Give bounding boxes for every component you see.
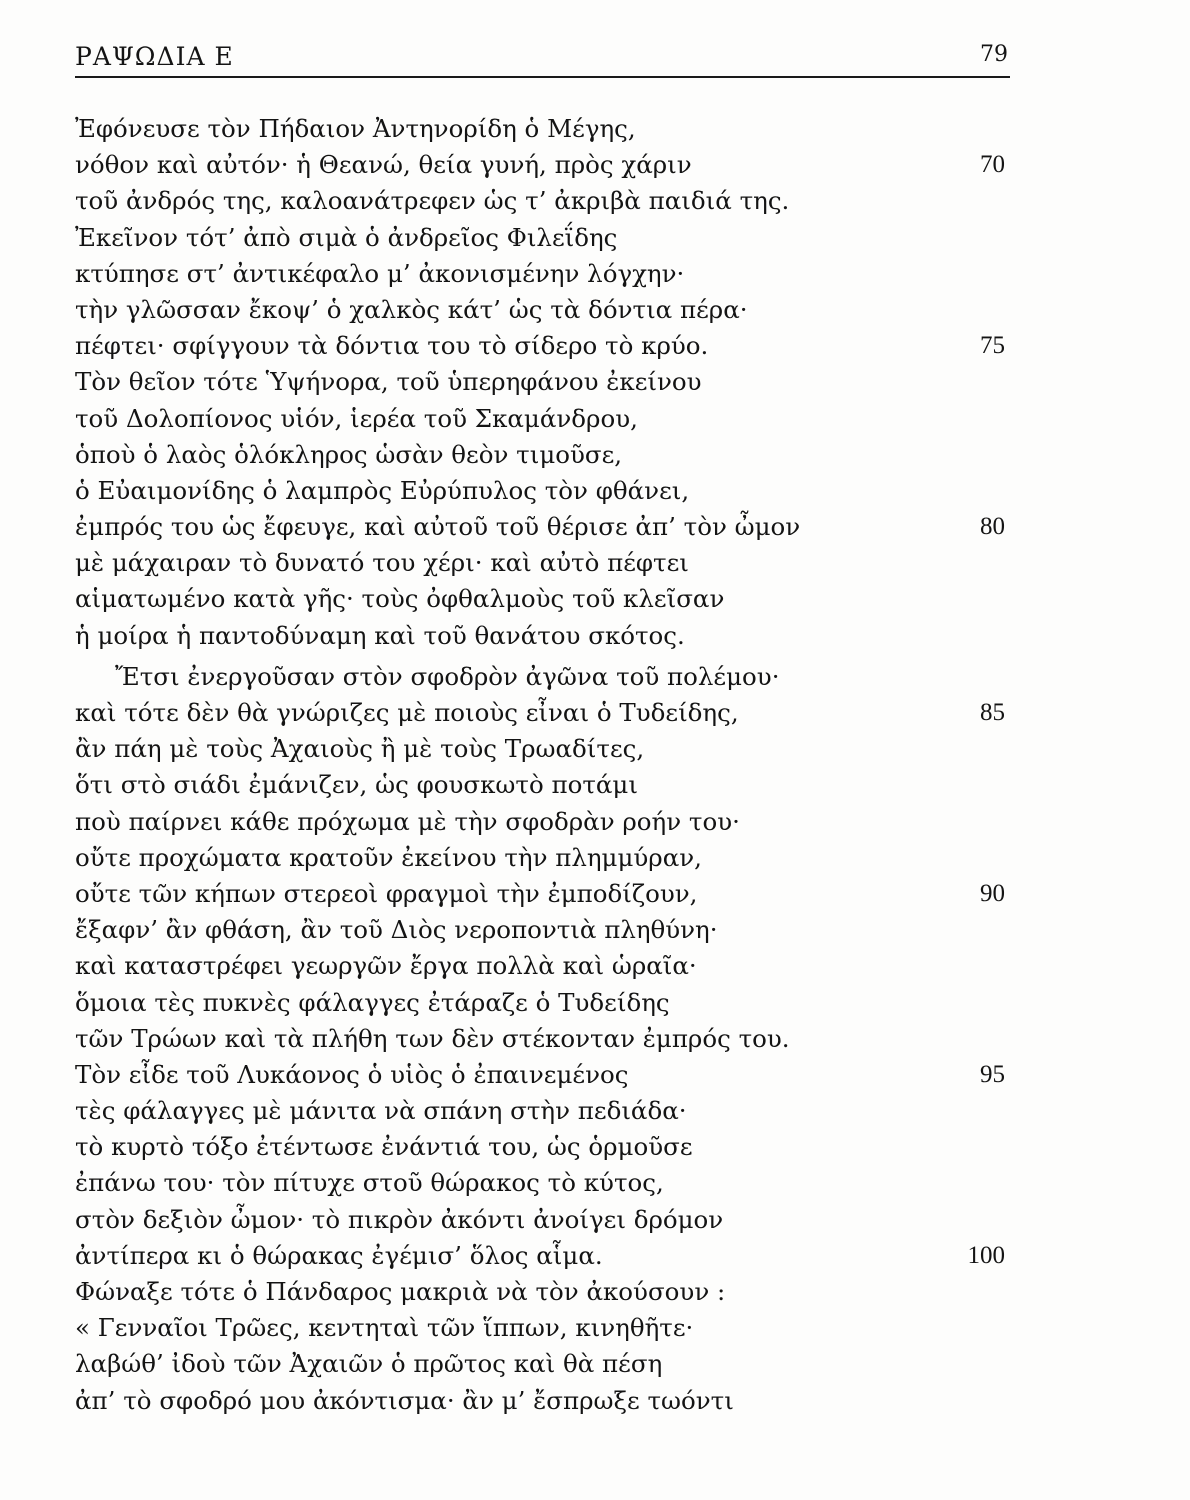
verse-text: Φώναξε τότε ὁ Πάνδαρος μακριὰ νὰ τὸν ἀκούσουν : <box>75 1277 726 1306</box>
verse-text: τὴν γλῶσσαν ἔκοψ’ ὁ χαλκὸς κάτ’ ὡς τὰ δόντια πέρα· <box>75 294 748 324</box>
verse-text: ἐπάνω του· τὸν πίτυχε στοῦ θώρακος τὸ κύτος, <box>75 1168 664 1198</box>
verse-line <box>75 584 1010 620</box>
verse-text: πέφτει· σφίγγουν τὰ δόντια του τὸ σίδερο τὸ κρύο. <box>75 331 709 361</box>
verse-text: οὔτε προχώματα κρατοῦν ἐκείνου τὴν πλημμύραν, <box>75 842 702 872</box>
verse-text: καὶ τότε δὲν θὰ γνώριζες μὲ ποιοὺς εἶναι ὁ Τυδείδης, <box>75 698 739 727</box>
verse-text: τοῦ Δολοπίονος υἱόν, ἱερέα τοῦ Σκαμάνδρου, <box>75 403 638 433</box>
line-number: 85 <box>980 699 1005 726</box>
verse-line <box>75 1024 1010 1060</box>
verse-text: Τὸν εἶδε τοῦ Λυκάονος ὁ υἱὸς ὁ ἐπαινεμένος <box>75 1059 629 1089</box>
verse-line <box>75 1349 1010 1385</box>
verse-text: Ἐκεῖνον τότ’ ἀπὸ σιμὰ ὁ ἀνδρεῖος Φιλεΐδης <box>75 222 618 252</box>
verse-text: ἀπ’ τὸ σφοδρό μου ἀκόντισμα· ἂν μ’ ἔσπρωξε τωόντι <box>75 1385 734 1415</box>
verse-line <box>75 988 1010 1024</box>
verse-block <box>75 114 1010 1422</box>
page-number: 79 <box>980 42 1008 67</box>
verse-line <box>75 1205 1010 1241</box>
verse-line <box>75 1168 1010 1204</box>
line-number: 70 <box>980 151 1005 179</box>
verse-text: αἱματωμένο κατὰ γῆς· τοὺς ὀφθαλμοὺς τοῦ κλεῖσαν <box>75 584 725 614</box>
verse-line <box>75 1060 1010 1096</box>
verse-text: ἡ μοίρα ἡ παντοδύναμη καὶ τοῦ θανάτου σκότος. <box>75 620 685 650</box>
verse-line <box>75 734 1010 770</box>
verse-line <box>75 223 1010 259</box>
header-rule <box>75 76 1010 78</box>
verse-line <box>75 698 1010 734</box>
verse-text: τὸ κυρτὸ τόξο ἐτέντωσε ἐνάντιά του, ὡς ὁρμοῦσε <box>75 1132 693 1162</box>
verse-line <box>75 114 1010 150</box>
verse-line <box>75 770 1010 806</box>
verse-text: λαβώθ’ ἰδοὺ τῶν Ἀχαιῶν ὁ πρῶτος καὶ θὰ πέση <box>75 1349 663 1379</box>
verse-text: ἂν πάη μὲ τοὺς Ἀχαιοὺς ἢ μὲ τοὺς Τρωαδίτες, <box>75 734 645 764</box>
verse-text: ποὺ παίρνει κάθε πρόχωμα μὲ τὴν σφοδρὰν ροήν του· <box>75 806 740 836</box>
verse-text: Ἔτσι ἐνεργοῦσαν στὸν σφοδρὸν ἀγῶνα τοῦ πολέμου· <box>115 661 780 691</box>
verse-line <box>75 1096 1010 1132</box>
verse-text: Ἐφόνευσε τὸν Πήδαιον Ἀντηνορίδη ὁ Μέγης, <box>75 114 636 143</box>
verse-line <box>75 662 1010 698</box>
verse-line <box>75 150 1010 186</box>
verse-line <box>75 1386 1010 1422</box>
verse-text: μὲ μάχαιραν τὸ δυνατό του χέρι· καὶ αὐτὸ πέφτει <box>75 548 689 578</box>
verse-text: νόθον καὶ αὐτόν· ἡ Θεανώ, θεία γυνή, πρὸς χάριν <box>75 150 692 180</box>
verse-text: ὁποὺ ὁ λαὸς ὁλόκληρος ὡσὰν θεὸν τιμοῦσε, <box>75 439 623 469</box>
verse-line <box>75 843 1010 879</box>
verse-text: « Γενναῖοι Τρῶες, κεντηταὶ τῶν ἵππων, κινηθῆτε· <box>75 1313 694 1343</box>
verse-text: τοῦ ἀνδρός της, καλοανάτρεφεν ὡς τ’ ἀκριβὰ παιδιά της. <box>75 186 790 216</box>
verse-line <box>75 512 1010 548</box>
verse-line <box>75 476 1010 512</box>
verse-text: κτύπησε στ’ ἀντικέφαλο μ’ ἀκονισμένην λόγχην· <box>75 258 685 288</box>
verse-text: ἀντίπερα κι ὁ θώρακας ἐγέμισ’ ὅλος αἷμα. <box>75 1240 603 1270</box>
verse-line <box>75 1132 1010 1168</box>
running-head <box>75 38 1010 78</box>
verse-line <box>75 440 1010 476</box>
verse-text: ὁ Εὐαιμονίδης ὁ λαμπρὸς Εὐρύπυλος τὸν φθάνει, <box>75 475 690 505</box>
verse-line <box>75 259 1010 295</box>
verse-text: ὅμοια τὲς πυκνὲς φάλαγγες ἐτάραζε ὁ Τυδείδης <box>75 987 670 1017</box>
verse-line <box>75 621 1010 657</box>
verse-line <box>75 915 1010 951</box>
verse-line <box>75 1277 1010 1313</box>
verse-line <box>75 548 1010 584</box>
verse-line <box>75 331 1010 367</box>
verse-text: καὶ καταστρέφει γεωργῶν ἔργα πολλὰ καὶ ὡραῖα· <box>75 951 697 981</box>
line-number: 95 <box>980 1060 1005 1088</box>
verse-line <box>75 186 1010 222</box>
line-number: 80 <box>980 513 1005 541</box>
verse-text: τὲς φάλαγγες μὲ μάνιτα νὰ σπάνη στὴν πεδιάδα· <box>75 1096 687 1126</box>
verse-text: Τὸν θεῖον τότε Ὑψήνορα, τοῦ ὑπερηφάνου ἐκείνου <box>75 367 702 397</box>
verse-text: στὸν δεξιὸν ὦμον· τὸ πικρὸν ἀκόντι ἀνοίγει δρόμον <box>75 1204 724 1234</box>
verse-line <box>75 807 1010 843</box>
line-number: 100 <box>967 1241 1005 1269</box>
verse-line <box>75 1241 1010 1277</box>
verse-line <box>75 295 1010 331</box>
verse-line <box>75 951 1010 987</box>
running-title: ΡΑΨΩΔΙΑ Ε <box>75 42 234 71</box>
verse-text: ἔξαφν’ ἂν φθάση, ἂν τοῦ Διὸς νεροποντιὰ πληθύνη· <box>75 915 718 945</box>
line-number: 90 <box>980 879 1005 907</box>
verse-text: ὅτι στὸ σιάδι ἐμάνιζεν, ὡς φουσκωτὸ ποτάμι <box>75 770 638 800</box>
verse-line <box>75 879 1010 915</box>
verse-text: οὔτε τῶν κήπων στερεοὶ φραγμοὶ τὴν ἐμποδίζουν, <box>75 878 698 908</box>
verse-text: ἐμπρός του ὡς ἔφευγε, καὶ αὐτοῦ τοῦ θέρισε ἀπ’ τὸν ὦμον <box>75 512 801 542</box>
verse-line <box>75 367 1010 403</box>
verse-text: τῶν Τρώων καὶ τὰ πλήθη των δὲν στέκονταν ἐμπρός του. <box>75 1023 790 1053</box>
line-number: 75 <box>980 332 1005 360</box>
verse-line <box>75 404 1010 440</box>
verse-line <box>75 1313 1010 1349</box>
